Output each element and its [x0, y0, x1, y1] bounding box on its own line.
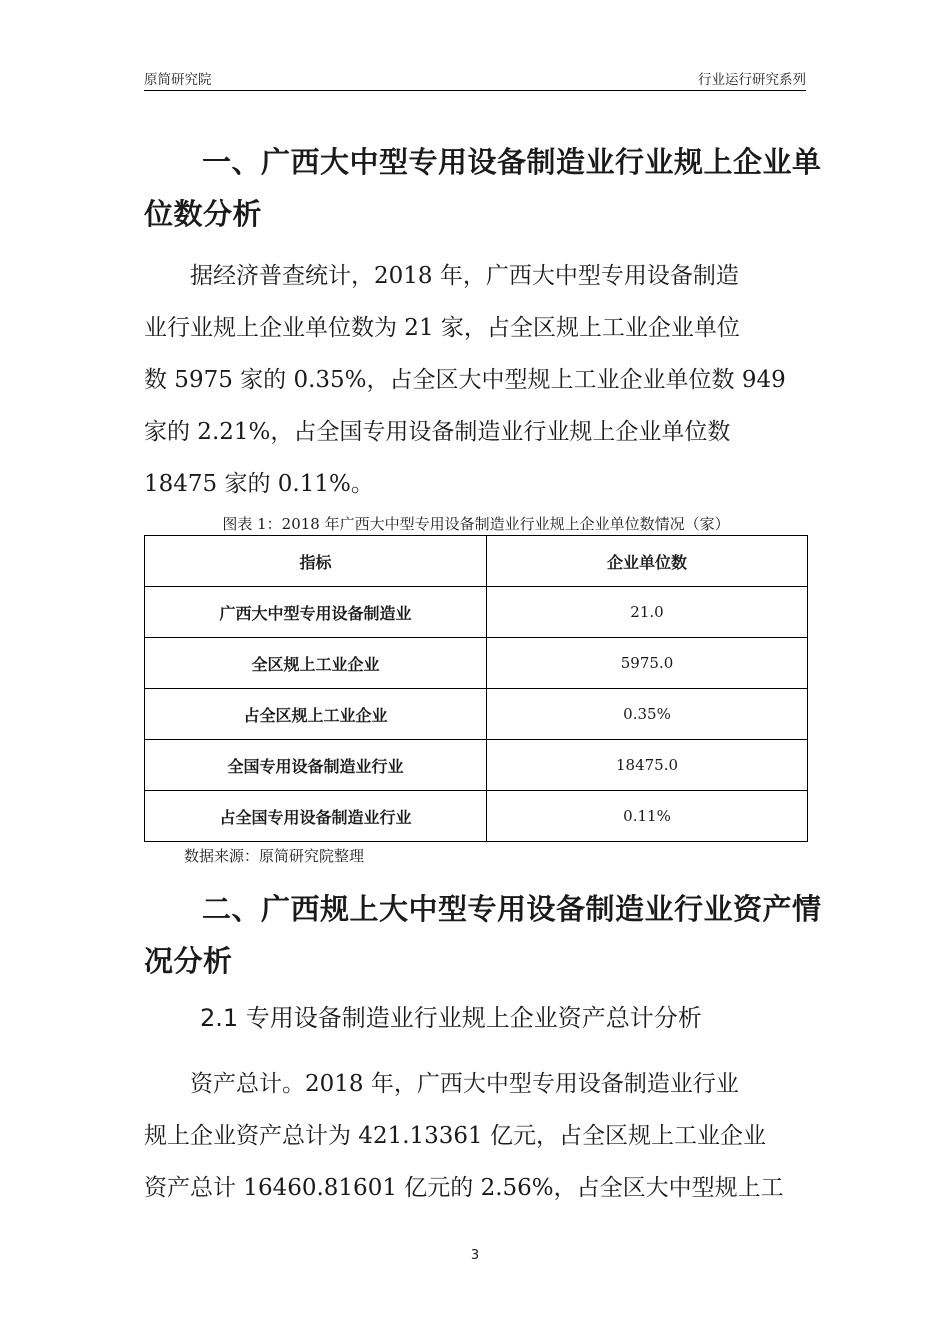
column-header-indicator: 指标 [145, 536, 487, 587]
table-row [145, 587, 808, 638]
table-row [145, 740, 808, 791]
table-source-note: 数据来源：原简研究院整理 [184, 847, 365, 865]
indicator-cell: 广西大中型专用设备制造业 [145, 587, 487, 638]
paragraph-line: 资产总计。2018 年，广西大中型专用设备制造业行业 [190, 1071, 739, 1097]
section2-paragraph [144, 1058, 808, 1214]
value-cell: 0.11% [487, 791, 808, 842]
value-cell: 0.35% [487, 689, 808, 740]
paragraph-line: 资产总计 16460.81601 亿元的 2.56%，占全区大中型规上工 [144, 1175, 784, 1201]
paragraph-line: 家的 2.21%，占全国专用设备制造业行业规上企业单位数 [144, 419, 731, 445]
section2-heading-line2: 况分析 [144, 944, 233, 978]
page-header [144, 64, 806, 91]
table-row [145, 638, 808, 689]
section2-heading [144, 883, 822, 987]
header-series-name: 行业运行研究系列 [698, 72, 806, 88]
section2-heading-line1: 二、广西规上大中型专用设备制造业行业资产情 [202, 892, 822, 926]
indicator-cell: 占全区规上工业企业 [145, 689, 487, 740]
section1-heading [144, 136, 822, 240]
table-caption: 图表 1：2018 年广西大中型专用设备制造业行业规上企业单位数情况（家） [222, 515, 730, 533]
subsection-heading: 2.1 专用设备制造业行业规上企业资产总计分析 [200, 1004, 702, 1032]
indicator-cell: 全区规上工业企业 [145, 638, 487, 689]
page-number: 3 [470, 1248, 480, 1263]
section1-heading-line2: 位数分析 [144, 197, 263, 231]
table-row [145, 689, 808, 740]
header-org-name: 原简研究院 [144, 72, 212, 88]
enterprise-count-table [144, 535, 808, 842]
value-cell: 5975.0 [487, 638, 808, 689]
paragraph-line: 规上企业资产总计为 421.13361 亿元，占全区规上工业企业 [144, 1123, 766, 1149]
table-header-row [145, 536, 808, 587]
value-cell: 21.0 [487, 587, 808, 638]
section1-heading-line1: 一、广西大中型专用设备制造业行业规上企业单 [202, 145, 822, 179]
indicator-cell: 全国专用设备制造业行业 [145, 740, 487, 791]
table-row [145, 791, 808, 842]
paragraph-line: 数 5975 家的 0.35%，占全区大中型规上工业企业单位数 949 [144, 367, 786, 393]
paragraph-line: 业行业规上企业单位数为 21 家，占全区规上工业企业单位 [144, 315, 740, 341]
column-header-count: 企业单位数 [487, 536, 808, 587]
paragraph-line: 据经济普查统计，2018 年，广西大中型专用设备制造 [190, 263, 739, 289]
value-cell: 18475.0 [487, 740, 808, 791]
section1-paragraph [144, 250, 808, 510]
paragraph-line: 18475 家的 0.11%。 [144, 471, 374, 497]
indicator-cell: 占全国专用设备制造业行业 [145, 791, 487, 842]
